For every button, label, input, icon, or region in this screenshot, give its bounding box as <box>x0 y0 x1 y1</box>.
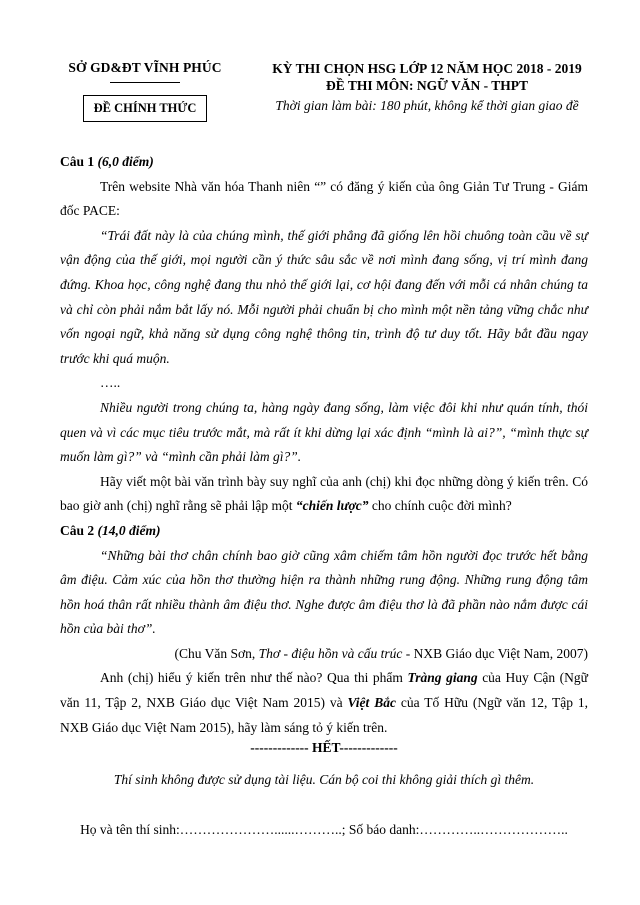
exam-subject: ĐỀ THI MÔN: NGỮ VĂN - THPT <box>325 78 528 93</box>
question-1-task-text-b: cho chính cuộc đời mình? <box>368 498 512 514</box>
question-1-task <box>60 470 588 519</box>
question-2-label: Câu 2 <box>60 522 95 538</box>
candidate-info-line: Họ và tên thí sinh:…………………......………..; Số báo danh:…………..……………….. <box>80 822 568 837</box>
question-1-heading <box>60 150 588 175</box>
header-right <box>252 60 602 115</box>
source-text-a: (Chu Văn Sơn, <box>174 645 259 661</box>
question-2-task-text-a: Anh (chị) hiểu ý kiến trên như thế nào? Qua thi phẩm <box>100 670 408 686</box>
exam-content <box>60 150 588 740</box>
candidate-note: Thí sinh không được sử dụng tài liệu. Cán bộ coi thi không giải thích gì thêm. <box>113 772 535 787</box>
question-1-ellipsis: ….. <box>100 375 121 391</box>
header-left <box>40 60 250 122</box>
source-book-title: Thơ - điệu hồn và cấu trúc <box>258 645 403 661</box>
question-2-quote: “Những bài thơ chân chính bao giờ cũng xâm chiếm tâm hồn người đọc trước hết bằng âm điệu. Cảm xúc của hồn thơ thường hiện ra thành những rung động. Những rung động tâm hồn hoá thân rất nhiều thành âm điệu thơ. Nghe được âm điệu thơ là đã phần nào nắm được cái hồn của bài thơ”. <box>60 547 588 637</box>
question-2-task <box>60 666 588 740</box>
header-divider <box>110 82 180 83</box>
source-text-b: - NXB Giáo dục Việt Nam, 2007) <box>402 645 588 661</box>
question-2-task-text-b: của Huy Cận (Ngữ văn 11, Tập 2, NXB Giáo dục Việt Nam 2015) và <box>60 670 588 711</box>
question-1-intro: Trên website Nhà văn hóa Thanh niên “” có đăng ý kiến của ông Giản Tư Trung - Giám đốc PACE: <box>60 178 588 219</box>
exam-title: KỲ THI CHỌN HSG LỚP 12 NĂM HỌC 2018 - 2019 <box>272 61 582 76</box>
question-1-points: (6,0 điểm) <box>97 154 154 169</box>
question-2-source <box>60 642 588 667</box>
question-1-task-emphasis: “chiến lược” <box>295 498 369 514</box>
time-note: Thời gian làm bài: 180 phút, không kể thời gian giao đề <box>275 98 579 113</box>
question-1-quote-2: Nhiều người trong chúng ta, hàng ngày đang sống, làm việc đôi khi như quán tính, thói quen và vì các mục tiêu trước mắt, mà rất ít khi dừng lại xác định “mình là ai?”, “mình thực sự muốn làm gì?” và “mình cần phải làm gì?”. <box>60 399 588 465</box>
department-name: SỞ GD&ĐT VĨNH PHÚC <box>68 60 222 75</box>
question-2-heading <box>60 519 588 544</box>
question-1-label: Câu 1 <box>60 154 95 169</box>
question-1-quote-1: “Trái đất này là của chúng mình, thế giới phẳng đã giống lên hồi chuông toàn cầu về sự vận động của thế giới, mọi người cần ý thức sâu sắc về nơi mình đang sống, vị trí mình đang đứng. Khoa học, công nghệ đang thu nhỏ thế giới lại, cơ hội đang đến với mỗi cá nhân chúng ta và chỉ còn phải nắm bắt lấy nó. Mỗi người phải chuẩn bị cho mình một nền tảng vững chắc như vốn ngoại ngữ, khả năng sử dụng công nghệ thông tin, trình độ tư duy tốt. Hãy bắt đầu ngay trước khi quá muộn. <box>60 227 588 366</box>
work-viet-bac: Việt Bắc <box>347 695 396 711</box>
end-marker: ------------- HẾT------------- <box>250 740 398 755</box>
question-2-task-text-c: của Tố Hữu (Ngữ văn 12, Tập 1, NXB Giáo dục Việt Nam 2015), hãy làm sáng tỏ ý kiến trên. <box>60 695 589 735</box>
question-2-points: (14,0 điểm) <box>97 522 161 538</box>
official-label-box: ĐỀ CHÍNH THỨC <box>83 95 208 122</box>
work-trang-giang: Tràng giang <box>407 670 478 686</box>
question-1-task-text-a: Hãy viết một bài văn trình bày suy nghĩ của anh (chị) khi đọc những dòng ý kiến trên. Có bao giờ anh (chị) nghĩ rằng sẽ phải lập một <box>60 473 588 514</box>
